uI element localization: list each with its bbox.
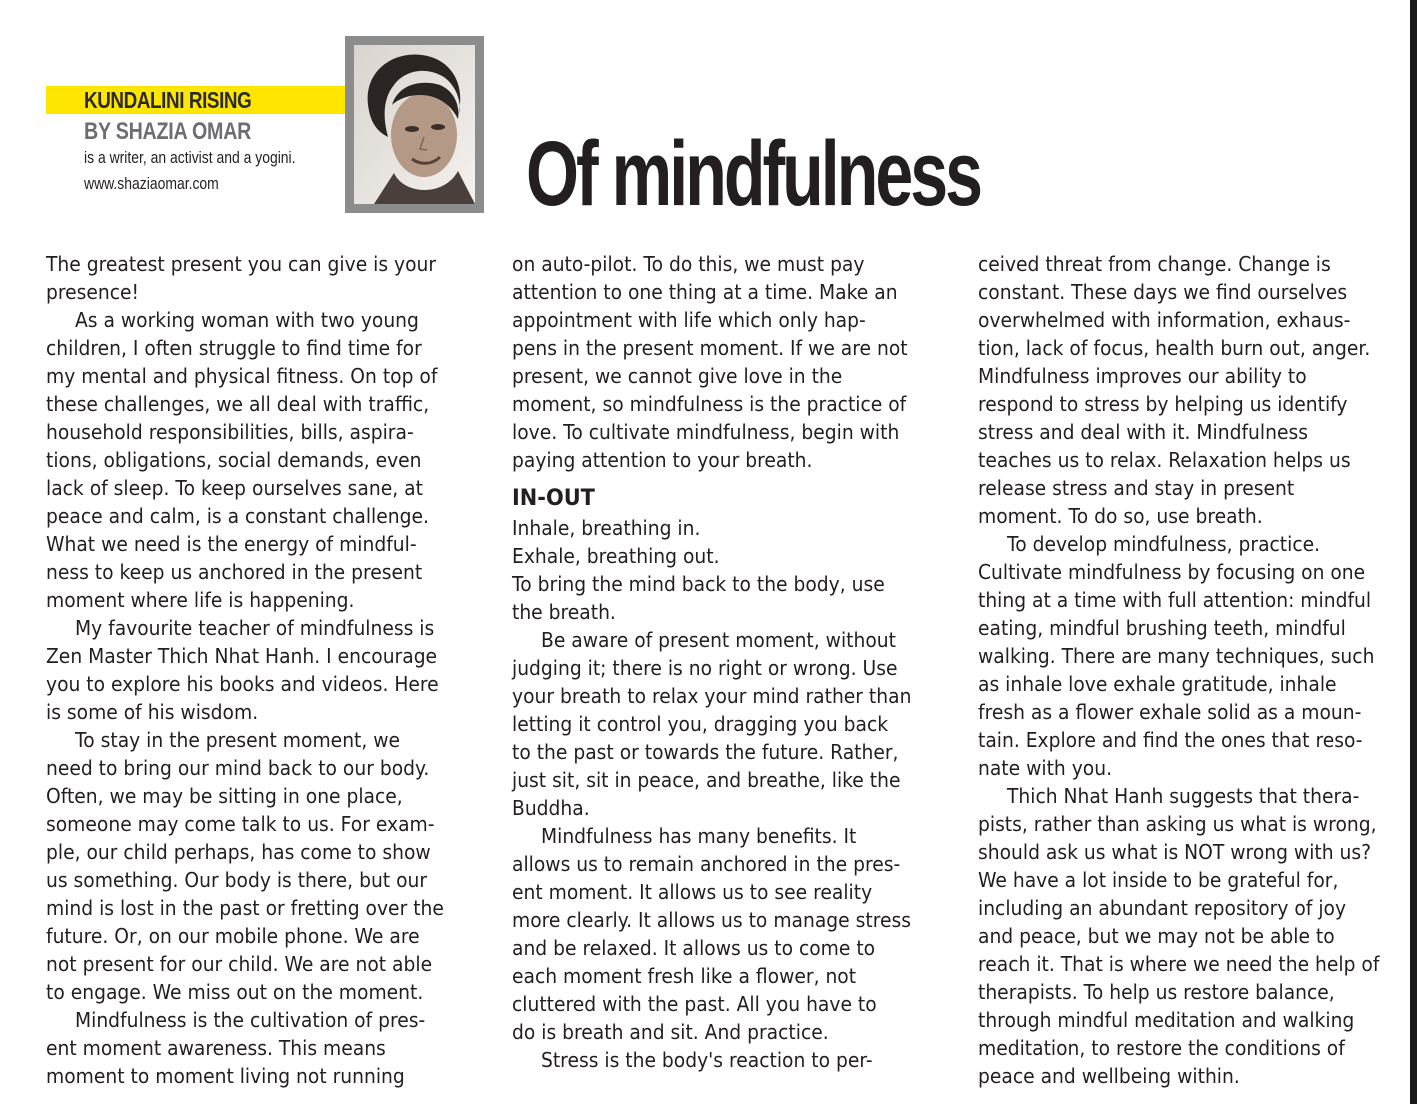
text-line: As a working woman with two young bbox=[74, 308, 419, 332]
text-line: these challenges, we all deal with traffic, bbox=[46, 392, 430, 416]
text-line: as inhale love exhale gratitude, inhale bbox=[978, 672, 1337, 696]
text-line: tain. Explore and find the ones that reso- bbox=[978, 728, 1363, 752]
text-line: is some of his wisdom. bbox=[46, 700, 259, 724]
text-line: The greatest present you can give is your bbox=[46, 252, 437, 276]
text-line: Buddha. bbox=[512, 796, 590, 820]
text-line: household responsibilities, bills, aspira- bbox=[46, 420, 414, 444]
text-line: ple, our child perhaps, has come to show bbox=[46, 840, 431, 864]
text-line: peace and wellbeing within. bbox=[978, 1064, 1240, 1088]
text-line: teaches us to relax. Relaxation helps us bbox=[978, 448, 1351, 472]
text-line: Mindfulness is the cultivation of pres- bbox=[74, 1008, 426, 1032]
article-column-2 bbox=[512, 250, 939, 1074]
text-line: my mental and physical fitness. On top of bbox=[46, 364, 438, 388]
text-line: meditation, to restore the conditions of bbox=[978, 1036, 1345, 1060]
text-line: us something. Our body is there, but our bbox=[46, 868, 428, 892]
text-line: overwhelmed with information, exhaus- bbox=[978, 308, 1351, 332]
text-line: children, I often struggle to find time for bbox=[46, 336, 422, 360]
text-line: need to bring our mind back to our body. bbox=[46, 756, 430, 780]
text-line: To stay in the present moment, we bbox=[74, 728, 401, 752]
text-line: mind is lost in the past or fretting over the bbox=[46, 896, 444, 920]
text-line: ent moment. It allows us to see reality bbox=[512, 880, 873, 904]
text-line: to the past or towards the future. Rather, bbox=[512, 740, 899, 764]
text-line: presence! bbox=[46, 280, 140, 304]
page-edge-rule bbox=[1410, 0, 1417, 1104]
author-photo bbox=[345, 36, 484, 213]
text-line: and be relaxed. It allows us to come to bbox=[512, 936, 876, 960]
text-line: present, we cannot give love in the bbox=[512, 364, 843, 388]
text-line: not present for our child. We are not able bbox=[46, 952, 433, 976]
article-column-1 bbox=[46, 250, 472, 1090]
text-line: Mindfulness has many benefits. It bbox=[540, 824, 857, 848]
text-line: ent moment awareness. This means bbox=[46, 1036, 386, 1060]
text-line: someone may come talk to us. For exam- bbox=[46, 812, 435, 836]
text-line: therapists. To help us restore balance, bbox=[978, 980, 1335, 1004]
column-2-top-text bbox=[512, 250, 939, 474]
text-line: thing at a time with full attention: mindful bbox=[978, 588, 1372, 612]
text-line: more clearly. It allows us to manage stress bbox=[512, 908, 911, 932]
text-line: moment, so mindfulness is the practice of bbox=[512, 392, 907, 416]
text-line: do is breath and sit. And practice. bbox=[512, 1020, 829, 1044]
author-website: www.shaziaomar.com bbox=[84, 174, 219, 193]
text-line: allows us to remain anchored in the pres- bbox=[512, 852, 901, 876]
text-line: fresh as a flower exhale solid as a moun- bbox=[978, 700, 1362, 724]
text-line: through mindful meditation and walking bbox=[978, 1008, 1355, 1032]
text-line: We have a lot inside to be grateful for, bbox=[978, 868, 1339, 892]
text-line: Cultivate mindfulness by focusing on one bbox=[978, 560, 1366, 584]
text-line: Mindfulness improves our ability to bbox=[978, 364, 1307, 388]
article-headline: Of mindfulness bbox=[526, 123, 981, 225]
text-line: attention to one thing at a time. Make an bbox=[512, 280, 898, 304]
text-line: tion, lack of focus, health burn out, anger. bbox=[978, 336, 1371, 360]
text-line: eating, mindful brushing teeth, mindful bbox=[978, 616, 1346, 640]
text-line: future. Or, on our mobile phone. We are bbox=[46, 924, 420, 948]
text-line: tions, obligations, social demands, even bbox=[46, 448, 422, 472]
article-column-3 bbox=[978, 250, 1407, 1090]
column-name: KUNDALINI RISING bbox=[84, 87, 252, 113]
text-line: Inhale, breathing in. bbox=[512, 516, 701, 540]
text-line: letting it control you, dragging you back bbox=[512, 712, 889, 736]
text-line: My favourite teacher of mindfulness is bbox=[74, 616, 435, 640]
text-line: Zen Master Thich Nhat Hanh. I encourage bbox=[46, 644, 438, 668]
text-line: ceived threat from change. Change is bbox=[978, 252, 1331, 276]
text-line: including an abundant repository of joy bbox=[978, 896, 1347, 920]
text-line: ness to keep us anchored in the present bbox=[46, 560, 423, 584]
text-line: appointment with life which only hap- bbox=[512, 308, 866, 332]
text-line: constant. These days we find ourselves bbox=[978, 280, 1348, 304]
text-line: you to explore his books and videos. Here bbox=[46, 672, 439, 696]
text-line: reach it. That is where we need the help of bbox=[978, 952, 1380, 976]
text-line: cluttered with the past. All you have to bbox=[512, 992, 877, 1016]
text-line: peace and calm, is a constant challenge. bbox=[46, 504, 429, 528]
text-line: to engage. We miss out on the moment. bbox=[46, 980, 424, 1004]
text-line: Thich Nhat Hanh suggests that thera- bbox=[1006, 784, 1360, 808]
text-line: stress and deal with it. Mindfulness bbox=[978, 420, 1308, 444]
text-line: on auto-pilot. To do this, we must pay bbox=[512, 252, 865, 276]
text-line: respond to stress by helping us identify bbox=[978, 392, 1348, 416]
text-line: love. To cultivate mindfulness, begin with bbox=[512, 420, 900, 444]
text-line: release stress and stay in present bbox=[978, 476, 1295, 500]
text-line: Exhale, breathing out. bbox=[512, 544, 720, 568]
text-line: moment to moment living not running bbox=[46, 1064, 405, 1088]
text-line: moment. To do so, use breath. bbox=[978, 504, 1263, 528]
text-line: nate with you. bbox=[978, 756, 1113, 780]
text-line: lack of sleep. To keep ourselves sane, at bbox=[46, 476, 423, 500]
text-line: What we need is the energy of mindful- bbox=[46, 532, 417, 556]
text-line: judging it; there is no right or wrong. Use bbox=[512, 656, 898, 680]
text-line: your breath to relax your mind rather than bbox=[512, 684, 912, 708]
text-line: paying attention to your breath. bbox=[512, 448, 813, 472]
text-line: Stress is the body's reaction to per- bbox=[540, 1048, 873, 1072]
text-line: Often, we may be sitting in one place, bbox=[46, 784, 403, 808]
text-line: moment where life is happening. bbox=[46, 588, 355, 612]
author-portrait-image bbox=[354, 45, 475, 204]
text-line: To develop mindfulness, practice. bbox=[1006, 532, 1321, 556]
text-line: each moment fresh like a flower, not bbox=[512, 964, 857, 988]
text-line: Be aware of present moment, without bbox=[540, 628, 896, 652]
section-subhead: IN-OUT bbox=[512, 486, 595, 511]
text-line: and peace, but we may not be able to bbox=[978, 924, 1335, 948]
text-line: pists, rather than asking us what is wrong, bbox=[978, 812, 1377, 836]
column-2-bottom-text bbox=[512, 514, 939, 1074]
author-byline: BY SHAZIA OMAR bbox=[84, 118, 252, 145]
text-line: pens in the present moment. If we are not bbox=[512, 336, 908, 360]
text-line: the breath. bbox=[512, 600, 616, 624]
column-name-banner bbox=[46, 86, 346, 114]
author-bio: is a writer, an activist and a yogini. bbox=[84, 148, 296, 167]
text-line: should ask us what is NOT wrong with us? bbox=[978, 840, 1372, 864]
text-line: To bring the mind back to the body, use bbox=[512, 572, 885, 596]
text-line: just sit, sit in peace, and breathe, like the bbox=[512, 768, 901, 792]
text-line: walking. There are many techniques, such bbox=[978, 644, 1375, 668]
